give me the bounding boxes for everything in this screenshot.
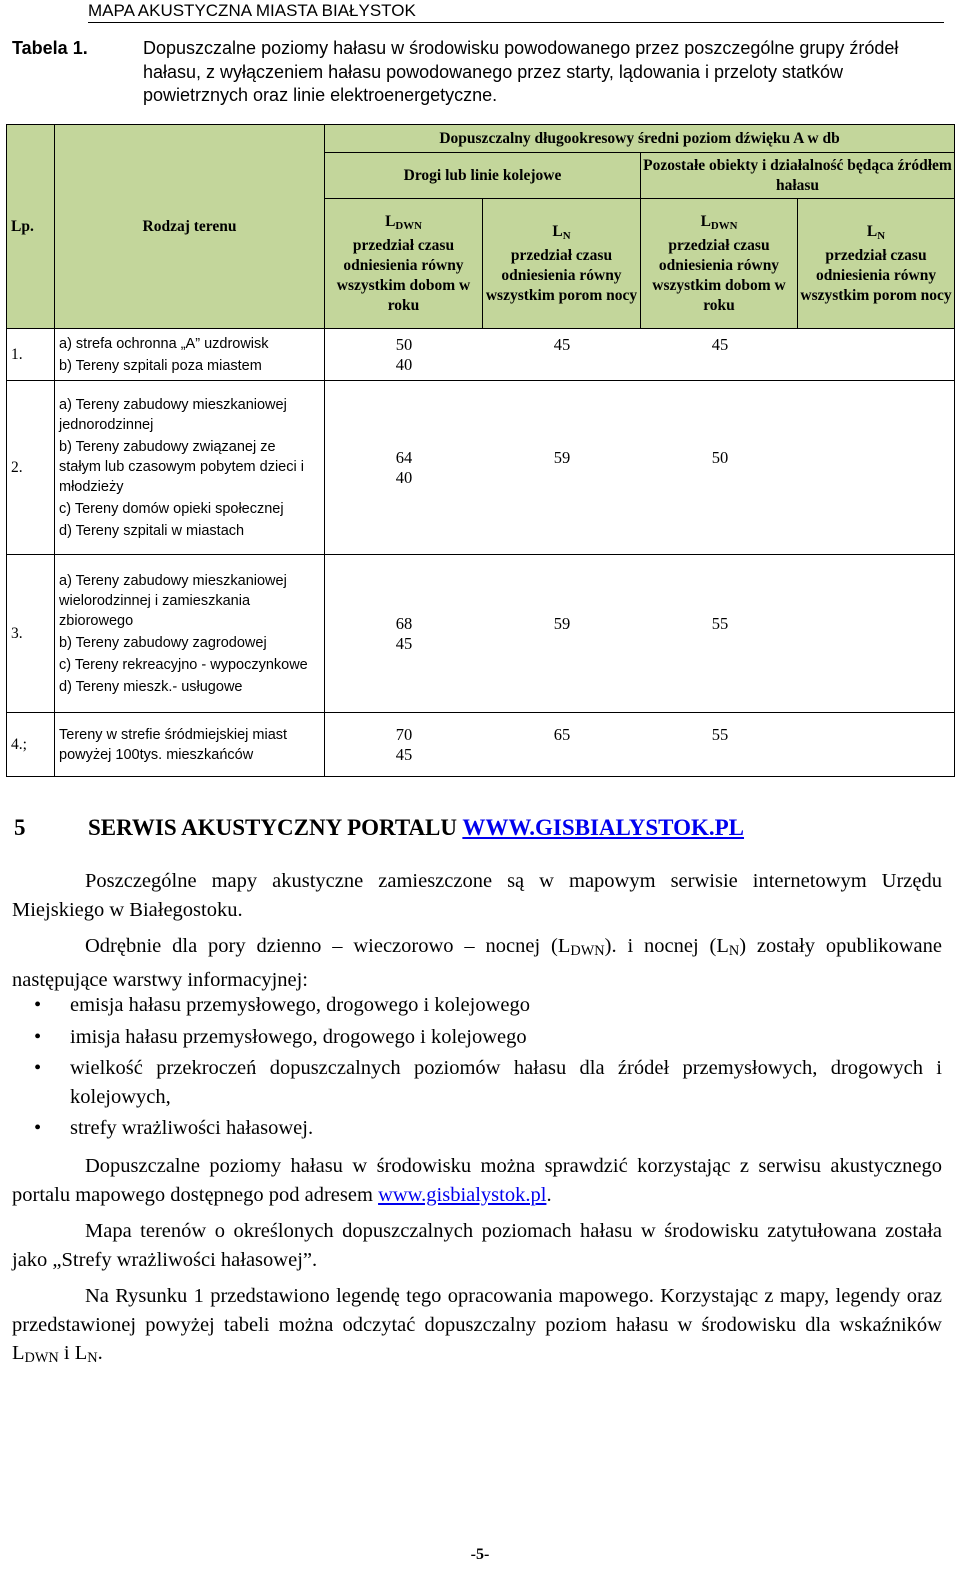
paragraph-5: Na Rysunku 1 przedstawiono legendę tego opracowania mapowego. Korzystając z mapy, legendy oraz przedstawionej powyżej tabeli można odczytać dopuszczalny poziom hałasu w środowisku dla wskaźników $L_{DWN}$ i $L_N$.	[12, 1285, 942, 1366]
section-title: SERWIS AKUSTYCZNY PORTALU	[88, 815, 458, 840]
sub-header-3: $L_{DWN}$ przedział czasu odniesienia równy wszystkim dobom w roku	[641, 199, 798, 329]
table-caption: Dopuszczalne poziomy hałasu w środowisku powodowanego przez poszczególne grupy źródeł hałasu, z wyłączeniem hałasu powodowanego przez starty, lądowania i przeloty statków powietrznych oraz linie elektroenergetyczne.	[143, 38, 899, 105]
page-header: MAPA AKUSTYCZNA MIASTA BIAŁYSTOK	[88, 0, 944, 23]
section-number: 5	[14, 815, 26, 840]
section-heading	[14, 815, 744, 841]
sub-header-1: $L_{DWN}$ przedział czasu odniesienia równy wszystkim dobom w roku	[325, 199, 483, 329]
table-row	[7, 381, 955, 555]
row-kind: Tereny w strefie śródmiejskiej miast powyżej 100tys. mieszkańców	[55, 713, 325, 777]
layer-list	[12, 991, 942, 1146]
list-item: • wielkość przekroczeń dopuszczalnych poziomów hałasu dla źródeł przemysłowych, drogowych i kolejowych,	[12, 1054, 942, 1111]
noise-limits-table	[6, 124, 955, 777]
table-label: Tabela 1.	[12, 38, 88, 58]
group-other-header: Pozostałe obiekty i działalność będąca źródłem hałasu	[641, 153, 955, 199]
col-kind-header: Rodzaj terenu	[55, 125, 325, 329]
paragraph-1: Poszczególne mapy akustyczne zamieszczone są w mapowym serwisie internetowym Urzędu Miejskiego w Białegostoku.	[12, 870, 942, 921]
row-lp: 1.	[7, 329, 55, 381]
top-header: Dopuszczalny długookresowy średni poziom dźwięku A w db	[325, 125, 955, 153]
paragraph-4: Mapa terenów o określonych dopuszczalnych poziomach hałasu w środowisku zatytułowana została jako „Strefy wrażliwości hałasowej”.	[12, 1220, 942, 1271]
gis-link[interactable]: www.gisbialystok.pl	[378, 1183, 547, 1206]
row-kind: a) strefa ochronna „A” uzdrowisk b) Tereny szpitali poza miastem	[55, 329, 325, 381]
list-item: • strefy wrażliwości hałasowej.	[12, 1114, 942, 1143]
row-lp: 3.	[7, 555, 55, 713]
row-kind: a) Tereny zabudowy mieszkaniowej wielorodzinnej i zamieszkania zbiorowego b) Tereny zabudowy zagrodowej c) Tereny rekreacyjno - wypoczynkowe d) Tereny mieszk.- usługowe	[55, 555, 325, 713]
paragraph-3: Dopuszczalne poziomy hałasu w środowisku można sprawdzić korzystając z serwisu akustycznego portalu mapowego dostępnego pod adresem www.gisbialystok.pl.	[12, 1155, 942, 1206]
row-values: 50 45 4540	[325, 329, 955, 381]
row-values: 70 65 5545	[325, 713, 955, 777]
section-link[interactable]: WWW.GISBIALYSTOK.PL	[462, 815, 745, 840]
table-row	[7, 713, 955, 777]
row-lp: 4.;	[7, 713, 55, 777]
row-lp: 2.	[7, 381, 55, 555]
list-item: • imisja hałasu przemysłowego, drogowego i kolejowego	[12, 1023, 942, 1052]
paragraph-2: Odrębnie dla pory dzienno – wieczorowo – nocnej $(L_{DWN})$. i nocnej $(L_N)$ zostały opublikowane następujące warstwy informacyjnej:	[12, 935, 942, 991]
row-kind: a) Tereny zabudowy mieszkaniowej jednorodzinnej b) Tereny zabudowy związanej ze stałym lub czasowym pobytem dzieci i młodzieży c) Tereny domów opieki społecznej d) Tereny szpitali w miastach	[55, 381, 325, 555]
sub-header-4: $L_N$ przedział czasu odniesienia równy wszystkim porom nocy	[798, 199, 955, 329]
sub-header-2: $L_N$ przedział czasu odniesienia równy wszystkim porom nocy	[483, 199, 641, 329]
col-lp-header: Lp.	[7, 125, 55, 329]
list-item: • emisja hałasu przemysłowego, drogowego i kolejowego	[12, 991, 942, 1020]
table-row	[7, 555, 955, 713]
page-number: -5-	[470, 1546, 490, 1563]
group-roads-header: Drogi lub linie kolejowe	[325, 153, 641, 199]
table-row	[7, 329, 955, 381]
row-values: 64 59 5040	[325, 381, 955, 555]
row-values: 68 59 5545	[325, 555, 955, 713]
